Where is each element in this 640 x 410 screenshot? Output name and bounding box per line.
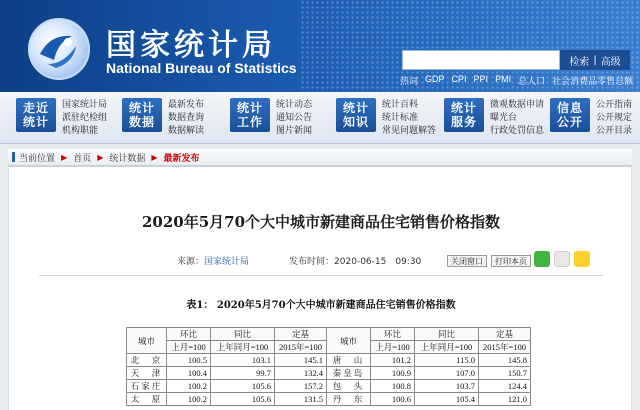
- sub-yoy: 上年同月=100: [211, 341, 275, 354]
- separator: |: [593, 54, 597, 66]
- base-cell: 145.1: [275, 354, 327, 367]
- nav-group-work: [230, 96, 312, 140]
- nav-links: [596, 96, 632, 140]
- yoy-cell: 105.6: [211, 393, 275, 406]
- nav-links: [168, 96, 204, 140]
- base-cell: 124.4: [479, 380, 531, 393]
- hotword-link-pmi[interactable]: PMI: [495, 74, 512, 84]
- breadcrumb: [8, 149, 632, 167]
- site-header: [0, 0, 640, 92]
- city-cell: 秦皇岛: [327, 367, 371, 380]
- favorite-star-icon[interactable]: [574, 251, 590, 267]
- nav-link[interactable]: 行政处罚信息: [490, 126, 545, 136]
- time-label: 发布时间：: [289, 257, 335, 267]
- share-bar: [534, 251, 590, 267]
- col-yoy: 同比: [415, 328, 479, 341]
- nbs-logo-icon[interactable]: [28, 18, 90, 80]
- nav-tile-line: 信息: [556, 101, 583, 115]
- nav-tile-line: 统计: [128, 101, 155, 115]
- nav-tile-disclosure[interactable]: [550, 98, 590, 132]
- breadcrumb-separator-icon: ▶: [61, 152, 68, 162]
- nav-link[interactable]: 国家统计局: [62, 100, 108, 110]
- base-cell: 157.2: [275, 380, 327, 393]
- nav-link[interactable]: 机构职能: [62, 126, 99, 136]
- nav-tile-line: 统计: [236, 101, 263, 115]
- city-cell: 丹 东: [327, 393, 371, 406]
- col-mom: 环比: [167, 328, 211, 341]
- nav-link[interactable]: 微观数据申请: [490, 100, 545, 110]
- source-link[interactable]: 国家统计局: [204, 257, 250, 267]
- base-cell: 145.8: [479, 354, 531, 367]
- hotword-link-gdp[interactable]: GDP: [425, 74, 445, 84]
- search-input[interactable]: [402, 50, 560, 70]
- base-cell: 132.4: [275, 367, 327, 380]
- mom-cell: 101.2: [371, 354, 415, 367]
- hotword-link-ppi[interactable]: PPI: [473, 74, 489, 84]
- article-actions: [447, 255, 531, 267]
- city-cell: 唐 山: [327, 354, 371, 367]
- main-nav: [0, 92, 640, 144]
- nav-link[interactable]: 通知公告: [276, 113, 313, 123]
- hot-words-bar: [400, 74, 633, 87]
- breadcrumb-current[interactable]: 最新发布: [163, 153, 200, 164]
- nav-group-service: [444, 96, 544, 140]
- nav-tile-line: 服务: [450, 115, 477, 129]
- nav-link[interactable]: 常见问题解答: [382, 126, 437, 136]
- base-cell: 131.5: [275, 393, 327, 406]
- nav-link[interactable]: 数据解读: [168, 126, 205, 136]
- yoy-cell: 103.7: [415, 380, 479, 393]
- yoy-cell: 99.7: [211, 367, 275, 380]
- yoy-cell: 105.4: [415, 393, 479, 406]
- mom-cell: 100.5: [167, 354, 211, 367]
- breadcrumb-home[interactable]: 首页: [73, 153, 92, 164]
- divider: [39, 275, 603, 276]
- table-title: 表1： 2020年5月70个大中城市新建商品住宅销售价格指数: [186, 300, 456, 311]
- table-row: [127, 380, 531, 393]
- breadcrumb-separator-icon: ▶: [151, 152, 158, 162]
- advanced-search-button[interactable]: 高级: [600, 56, 621, 68]
- yoy-cell: 103.1: [211, 354, 275, 367]
- base-cell: 150.7: [479, 367, 531, 380]
- col-base: 定基: [479, 328, 531, 341]
- nav-link[interactable]: 统计百科: [382, 100, 419, 110]
- article-meta: [177, 254, 421, 267]
- sub-base: 2015年=100: [275, 341, 327, 354]
- nav-tile-service[interactable]: [444, 98, 484, 132]
- table-row: [127, 393, 531, 406]
- mom-cell: 100.8: [371, 380, 415, 393]
- nav-tile-work[interactable]: [230, 98, 270, 132]
- hotword-label: 热词: [400, 76, 419, 86]
- article-content: [8, 167, 632, 410]
- nav-link[interactable]: 派驻纪检组: [62, 113, 108, 123]
- nav-tile-line: 数据: [128, 115, 155, 129]
- nav-link[interactable]: 统计标准: [382, 113, 419, 123]
- col-yoy: 同比: [211, 328, 275, 341]
- base-cell: 121.0: [479, 393, 531, 406]
- mom-cell: 100.9: [371, 367, 415, 380]
- city-cell: 石家庄: [127, 380, 167, 393]
- nav-tile-data[interactable]: [122, 98, 162, 132]
- print-page-button[interactable]: 打印本页: [491, 255, 531, 267]
- city-cell: 天 津: [127, 367, 167, 380]
- nav-link[interactable]: 公开指南: [596, 100, 633, 110]
- hotword-link-cpi[interactable]: CPI: [451, 74, 467, 84]
- nav-tile-knowledge[interactable]: [336, 98, 376, 132]
- nav-tile-line: 统计: [22, 115, 49, 129]
- nav-link[interactable]: 最新发布: [168, 100, 205, 110]
- source-label: 来源：: [177, 257, 205, 267]
- nav-link[interactable]: 数据查询: [168, 113, 205, 123]
- mom-cell: 100.4: [167, 367, 211, 380]
- sub-yoy: 上年同月=100: [415, 341, 479, 354]
- yoy-cell: 105.6: [211, 380, 275, 393]
- hotword-link-retail[interactable]: 社会消费品零售总额: [552, 76, 634, 86]
- search-button[interactable]: 检索: [569, 56, 590, 68]
- nav-group-knowledge: [336, 96, 436, 140]
- nav-group-data: [122, 96, 204, 140]
- nav-tile-line: 公开: [556, 115, 583, 129]
- col-base: 定基: [275, 328, 327, 341]
- city-cell: 包 头: [327, 380, 371, 393]
- article-title: 2020年5月70个大中城市新建商品住宅销售价格指数: [141, 213, 501, 231]
- nav-tile-line: 工作: [236, 115, 263, 129]
- nav-links: [276, 96, 312, 140]
- nav-links: [62, 96, 107, 140]
- city-cell: 北 京: [127, 354, 167, 367]
- nav-link[interactable]: 公开目录: [596, 126, 633, 136]
- sub-mom: 上月=100: [371, 341, 415, 354]
- nav-link[interactable]: 曝光台: [490, 113, 518, 123]
- nav-group-about: [16, 96, 107, 140]
- wechat-share-icon[interactable]: [534, 251, 550, 267]
- yoy-cell: 107.0: [415, 367, 479, 380]
- breadcrumb-marker: [12, 152, 15, 162]
- site-name-en[interactable]: National Bureau of Statistics: [106, 60, 297, 76]
- nav-tile-line: 走近: [22, 101, 49, 115]
- nav-tile-about[interactable]: [16, 98, 56, 132]
- nav-tile-line: 统计: [342, 101, 369, 115]
- sub-base: 2015年=100: [479, 341, 531, 354]
- price-index-table: [126, 327, 531, 406]
- site-name-cn[interactable]: 国家统计局: [106, 28, 276, 63]
- breadcrumb-label: 当前位置: [19, 153, 56, 164]
- close-window-button[interactable]: 关闭窗口: [447, 255, 487, 267]
- col-city: 城市: [127, 328, 167, 354]
- nav-link[interactable]: 公开规定: [596, 113, 633, 123]
- table-row: [127, 354, 531, 367]
- nav-group-disclosure: [550, 96, 632, 140]
- table-header-row: [127, 328, 531, 341]
- col-mom: 环比: [371, 328, 415, 341]
- mom-cell: 100.2: [167, 380, 211, 393]
- breadcrumb-separator-icon: ▶: [97, 152, 104, 162]
- breadcrumb-data[interactable]: 统计数据: [109, 153, 146, 164]
- search-buttons: [560, 50, 630, 70]
- city-cell: 太 原: [127, 393, 167, 406]
- sub-mom: 上月=100: [167, 341, 211, 354]
- publish-time: 2020-06-15 09:30: [334, 257, 422, 267]
- nav-links: [490, 96, 544, 140]
- mom-cell: 100.2: [167, 393, 211, 406]
- nav-tile-line: 统计: [450, 101, 477, 115]
- table-row: [127, 367, 531, 380]
- col-city: 城市: [327, 328, 371, 354]
- yoy-cell: 115.0: [415, 354, 479, 367]
- nav-link[interactable]: 图片新闻: [276, 126, 313, 136]
- nav-tile-line: 知识: [342, 115, 369, 129]
- mom-cell: 100.6: [371, 393, 415, 406]
- hotword-link-population[interactable]: 总人口: [518, 76, 546, 86]
- weibo-share-icon[interactable]: [554, 251, 570, 267]
- nav-link[interactable]: 统计动态: [276, 100, 313, 110]
- nav-links: [382, 96, 436, 140]
